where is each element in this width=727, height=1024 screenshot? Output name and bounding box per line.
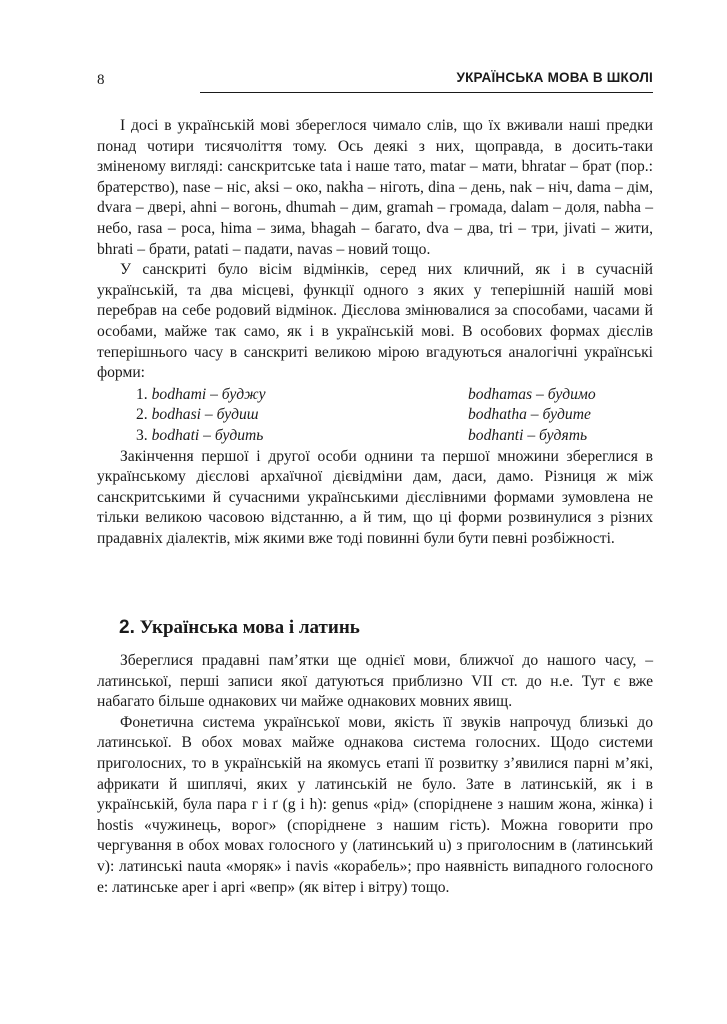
- conj-row-3-right: bodhanti – будять: [468, 426, 588, 444]
- paragraph-sanskrit-words: І досі в українській мові збереглося чимало слів, що їх вживали наші предки понад чотири тисячоліття тому. Ось деякі з них, щоправда, в досить-таки зміненому вигляді: санскритське tata і наше тато, matar – мати, bhratar – брат (пор.: братерство), nase – ніс, aksi – око, nakha – ніготь, dina – день, nak – ніч, dama – дім, dvara – двері, ahni – вогонь, dhumah – дим, gramah – громада, dalam – доля, nabha – небо, rasa – роса, hima – зима, bhagah – багато, dva – два, tri – три, jivati – жити, bhrati – брати, patati – падати, navas – новий тощо.: [97, 117, 653, 258]
- paragraph-latin-phonetics: Фонетична система української мови, якість її звуків напрочуд близькі до латинської. В обох мовах майже однакова система голосних. Щодо системи приголосних, то в українській на якомусь етапі її розвитку з’явилися парні м’які, африкати й шиплячі, яких у латинській не було. Зате в латинській, як і в українській, була пара г і ґ (g і h): genus «рід» (споріднене з нашим жона, жінка) і hostis «чужинець, ворог» (споріднене з нашим гість). Можна говорити про чергування в обох мовах голосного у (латинський u) з приголосним в (латинський v): латинські nauta «моряк» і navis «корабель»; про наявність випадного голосного е: латинське aper і apri «вепр» (як вітер і вітру) тощо.: [97, 713, 653, 896]
- conj-row-1-right: bodhamas – будимо: [468, 385, 596, 403]
- conj-row-2-left: 2. bodhasi – будиш: [136, 406, 259, 424]
- main-text-top: [97, 116, 653, 549]
- paragraph-latin-intro: Збереглися прадавні пам’ятки ще однієї мови, ближчої до нашого часу, – латинської, перші записи якої датуються приблизно VII ст. до н.е. Тут є вже набагато більше однакових чи майже однакових мовних явищ.: [97, 652, 653, 711]
- main-text-bottom: [97, 651, 653, 898]
- paragraph-endings: Закінчення першої і другої особи однини та першої множини збереглися в українському дієслові архаїчної дієвідміни дам, даси, дамо. Різниця ж між санскритськими й сучасними українськими дієслівними формами зумовлена не тільки великою часовою відстанню, а й тим, що ці форми розвинулися з різних прадавніх діалектів, між якими вже тоді повинні були бути певні розбіжності.: [97, 447, 653, 547]
- header-rule: [200, 92, 653, 93]
- section-heading: [119, 617, 360, 639]
- conj-row-3-left: 3. bodhati – будить: [136, 426, 264, 444]
- conj-row-1-left: 1. bodhami – буджу: [136, 385, 266, 403]
- conjugation-table: [97, 385, 653, 447]
- conj-row-2-right: bodhatha – будите: [468, 406, 591, 424]
- page-number: 8: [97, 72, 105, 88]
- running-title: УКРАЇНСЬКА МОВА В ШКОЛІ: [456, 70, 653, 85]
- section-title: Українська мова і латинь: [139, 617, 360, 638]
- paragraph-sanskrit-cases: У санскриті було вісім відмінків, серед них кличний, як і в сучасній українській, та два місцеві, функції одного з яких у теперішній нашій мові перебрав на себе родовий відмінок. Дієслова змінювалися за способами, часами й особами, майже так само, як і в українській мові. В особових формах дієслів теперішнього часу в санскриті великою мірою вгадуються аналогічні українські форми:: [97, 261, 653, 382]
- section-number: 2.: [119, 617, 135, 638]
